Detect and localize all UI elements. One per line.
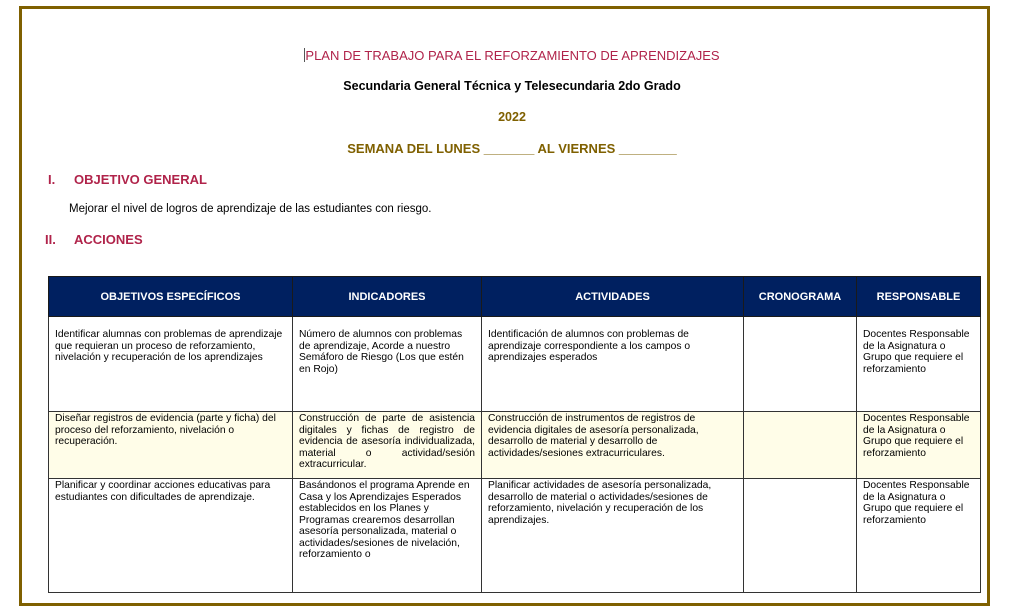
document-subtitle: Secundaria General Técnica y Telesecundaria 2do Grado <box>343 79 681 93</box>
cell-responsable[interactable]: Docentes Responsable de la Asignatura o Grupo que requiere el reforzamiento <box>857 479 981 593</box>
section-title: ACCIONES <box>74 232 143 247</box>
section-heading-acciones <box>45 232 143 247</box>
cell-objetivo[interactable]: Planificar y coordinar acciones educativas para estudiantes con dificultades de aprendizaje. <box>49 479 293 593</box>
cell-actividad[interactable]: Construcción de instrumentos de registros de evidencia digitales de asesoría personalizada, desarrollo de material y desarrollo de actividades/sesiones extracurriculares. <box>482 412 744 479</box>
cell-indicador[interactable]: Número de alumnos con problemas de aprendizaje, Acorde a nuestro Semáforo de Riesgo (Los que estén en Rojo) <box>293 317 482 412</box>
header-objetivos: OBJETIVOS ESPECÍFICOS <box>49 277 293 317</box>
cell-responsable[interactable]: Docentes Responsable de la Asignatura o Grupo que requiere el reforzamiento <box>857 317 981 412</box>
header-cronograma: CRONOGRAMA <box>744 277 857 317</box>
cell-cronograma[interactable] <box>744 412 857 479</box>
document-title-text: PLAN DE TRABAJO PARA EL REFORZAMIENTO DE APRENDIZAJES <box>305 48 720 63</box>
cell-objetivo[interactable]: Diseñar registros de evidencia (parte y ficha) del proceso del reforzamiento, nivelación o recuperación. <box>49 412 293 479</box>
header-responsable: RESPONSABLE <box>857 277 981 317</box>
week-line: SEMANA DEL LUNES _______ AL VIERNES ________ <box>347 141 677 156</box>
section-title: OBJETIVO GENERAL <box>74 172 207 187</box>
cell-actividad[interactable]: Identificación de alumnos con problemas de aprendizaje correspondiente a los campos o aprendizajes esperados <box>482 317 744 412</box>
table-row <box>49 479 981 593</box>
actions-table <box>48 276 981 593</box>
table-row <box>49 317 981 412</box>
cell-objetivo[interactable]: Identificar alumnas con problemas de aprendizaje que requieran un proceso de reforzamiento, nivelación y recuperación de los aprendizajes <box>49 317 293 412</box>
document-year: 2022 <box>498 110 526 124</box>
header-indicadores: INDICADORES <box>293 277 482 317</box>
cell-actividad[interactable]: Planificar actividades de asesoría personalizada, desarrollo de material o actividades/sesiones de reforzamiento, nivelación y recuperación de los aprendizajes. <box>482 479 744 593</box>
section-number: II. <box>45 232 56 247</box>
table-row <box>49 412 981 479</box>
document-title[interactable] <box>0 48 1024 63</box>
header-actividades: ACTIVIDADES <box>482 277 744 317</box>
cell-indicador[interactable]: Construcción de parte de asistencia digitales y fichas de registro de evidencia de asesoría individualizada, material o actividad/sesión extracurricular. <box>293 412 482 479</box>
objective-general-text: Mejorar el nivel de logros de aprendizaje de las estudiantes con riesgo. <box>69 203 432 215</box>
cell-cronograma[interactable] <box>744 317 857 412</box>
cell-indicador[interactable]: Basándonos el programa Aprende en Casa y los Aprendizajes Esperados establecidos en los Planes y Programas crearemos desarrollan asesoría personalizada, material o actividades/sesiones de nivelación, reforzamiento o <box>293 479 482 593</box>
cell-responsable[interactable]: Docentes Responsable de la Asignatura o Grupo que requiere el reforzamiento <box>857 412 981 479</box>
section-heading-objetivo-general <box>48 172 207 187</box>
table-header-row <box>49 277 981 317</box>
section-number: I. <box>48 172 56 187</box>
cell-cronograma[interactable] <box>744 479 857 593</box>
